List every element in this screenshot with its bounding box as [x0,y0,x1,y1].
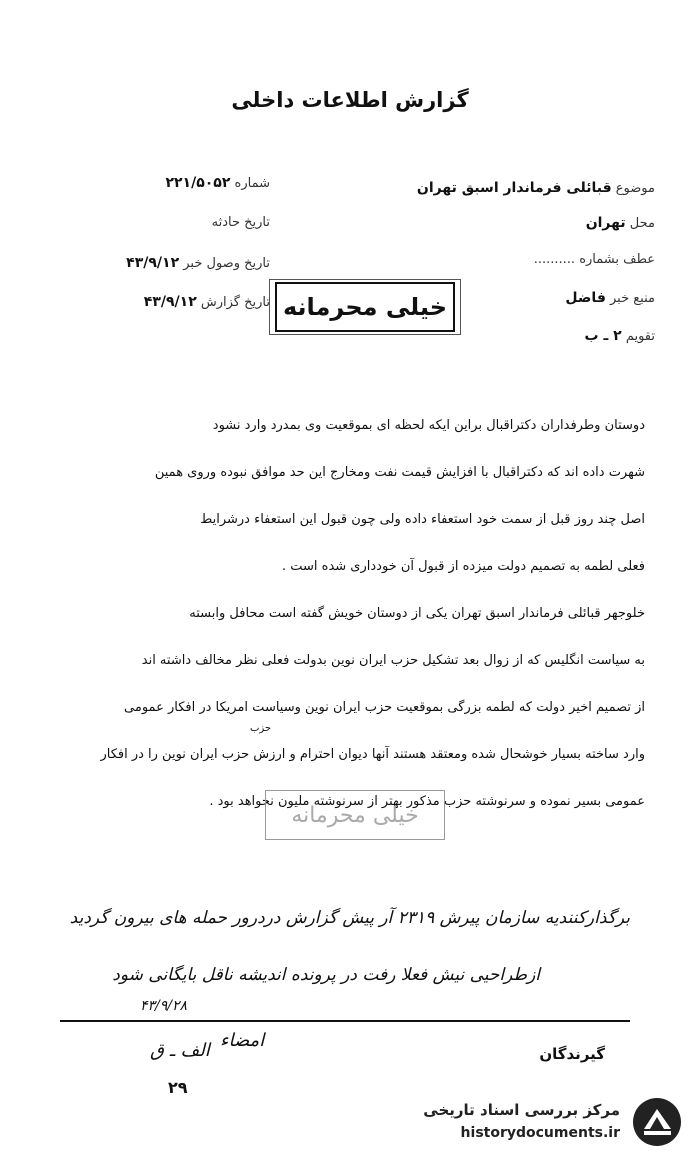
body-line: عمومی بسیر نموده و سرنوشته حزب مذکور بهتر از سرنوشته ملیون نخواهد بود . [209,794,645,809]
watermark-logo [420,1095,690,1150]
subject-value: قبائلی فرماندار اسبق تهران [416,180,612,196]
location-field [586,215,655,231]
reference-field: عطف بشماره .......... [533,252,655,267]
number-field [165,175,270,191]
body-line: شهرت داده اند که دکتراقبال با افزایش قیمت نفت ومخارج این حد موافق نبوده وروی همین [154,465,645,480]
handwritten-date: ۴۳/۹/۲۸ [140,998,188,1014]
incident-date-field [212,215,270,230]
report-date-field [144,294,270,310]
received-date-field [126,255,270,271]
source-field [565,290,655,306]
body-line: وارد ساخته بسیار خوشحال شده ومعتقد هستند آنها دیوان احترام و ارزش حزب ایران نوین را در افکار [100,747,645,762]
handwritten-line: برگذارکنندیه سازمان پیرش ۲۳۱۹ آر پیش گزارش دردرور حمله های بیرون گردید [69,908,630,928]
subject-field [417,180,655,196]
signature: امضاء [220,1030,265,1051]
body-line: فعلی لطمه به تصمیم دولت میزده از قبول آن خودداری شده است . [281,559,645,574]
footer-code: الف ـ ق [150,1040,210,1061]
faded-stamp: خیلی محرمانه [265,790,445,840]
number-value: ۲۲۱/۵۰۵۲ [165,175,231,191]
source-value: فاضل [565,290,606,306]
location-value: تهران [585,215,626,231]
watermark-url: historydocuments.ir [460,1125,620,1141]
handwritten-line: ازطراحیی نیش فعلا رفت در پرونده اندیشه ناقل بایگانی شود [112,965,540,985]
archive-emblem-icon [630,1095,685,1150]
page-number: ۲۹ [168,1078,188,1097]
classification-stamp: خیلی محرمانه [275,282,455,332]
watermark-text: مرکز بررسی اسناد تاریخی [423,1101,620,1119]
incident-date-label: تاریخ حادثه [211,215,270,230]
body-line: به سیاست انگلیس که از زوال بعد تشکیل حزب ایران نوین بدولت فعلی نظر مخالف داشته اند [141,653,645,668]
rating-field [585,328,655,344]
rating-value: ۲ ـ ب [584,328,622,344]
received-date-label: تاریخ وصول خبر [183,256,270,271]
body-line: از تصمیم اخیر دولت که لطمه بزرگی بموقعیت حزب ایران نوین وسیاست امریکا در افکار عمومی [124,700,645,715]
source-label: منبع خبر [610,291,655,306]
report-body [65,402,645,825]
body-line: خلوجهر قبائلی فرماندار اسبق تهران یکی از دوستان خویش گفته است محافل وابسته [189,606,645,621]
inline-note: حزب [250,723,272,734]
document-title: گزارش اطلاعات داخلی [231,88,469,112]
body-line: اصل چند روز قبل از سمت خود استعفاء داده ولی چون قبول این استعفاء درشرایط [200,512,645,527]
location-label: محل [629,216,655,231]
report-date-label: تاریخ گزارش [200,295,270,310]
received-date-value: ۴۳/۹/۱۲ [126,255,180,271]
number-label: شماره [234,176,270,191]
divider [60,1020,630,1022]
report-date-value: ۴۳/۹/۱۲ [143,294,197,310]
rating-label: تقویم [625,329,655,344]
subject-label: موضوع [615,181,655,196]
footer-recipients-label: گیرندگان [539,1045,605,1063]
body-line: دوستان وطرفداران دکتراقبال براین ایکه لحظه ای بموقعیت وی بمدرد وارد نشود [212,418,645,433]
reference-label: عطف بشماره [579,252,655,267]
